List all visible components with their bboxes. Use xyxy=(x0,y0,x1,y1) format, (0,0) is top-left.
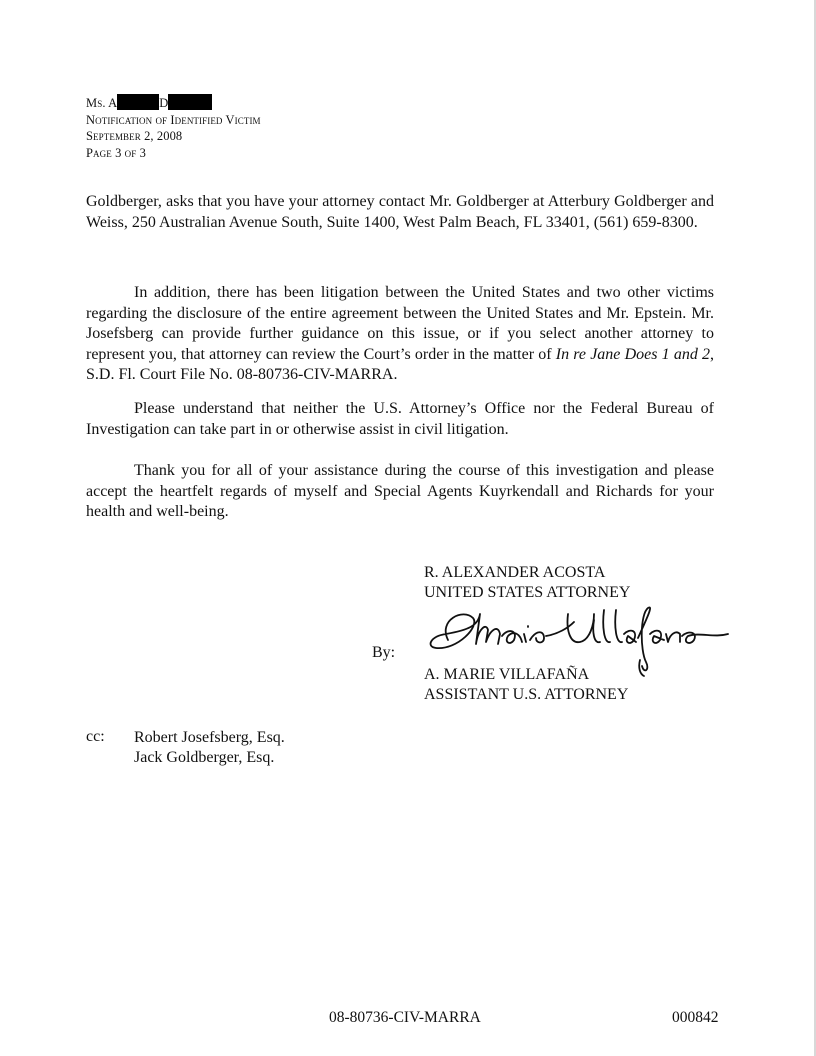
paragraph-1: Goldberger, asks that you have your attorney contact Mr. Goldberger at Atterbury Goldberger and Weiss, 250 Australian Avenue South, Suite 1400, West Palm Beach, FL 33401, (561) 659-8300. xyxy=(86,193,714,231)
date-line: September 2, 2008 xyxy=(86,129,183,143)
case-title: In re Jane Does 1 and 2 xyxy=(555,345,711,363)
paragraph-2: In addition, there has been litigation between the United States and two other victims regarding the disclosure of the entire agreement between the United States and Mr. Epstein. Mr. Josefsberg can provide further guidance on this issue, or if you select another attorney to represent you, that attorney can review the Court’s order in the matter of In re Jane Does 1 and 2, S.D. Fl. Court File No. 08-80736-CIV-MARRA. xyxy=(86,284,715,383)
page-number-line: Page 3 of 3 xyxy=(86,145,146,160)
letter-header xyxy=(86,94,261,161)
signer-title: ASSISTANT U.S. ATTORNEY xyxy=(424,686,629,703)
paragraph-3: Please understand that neither the U.S. Attorney’s Office nor the Federal Bureau of Investigation can take part in or otherwise assist in civil litigation. xyxy=(86,400,714,438)
by-label: By: xyxy=(372,644,396,661)
redaction-bar xyxy=(168,94,212,110)
footer-bates-number: 000842 xyxy=(672,1009,719,1026)
cc-label: cc: xyxy=(86,728,105,745)
cc-recipient: Jack Goldberger, Esq. xyxy=(134,749,275,766)
cc-recipient: Robert Josefsberg, Esq. xyxy=(134,729,285,746)
paragraph-4: Thank you for all of your assistance during the course of this investigation and please accept the heartfelt regards of myself and Special Agents Kuyrkendall and Richards for your health and well-being. xyxy=(86,462,714,520)
signer-name: A. MARIE VILLAFAÑA xyxy=(424,666,590,683)
cc-list xyxy=(134,728,285,768)
footer-case-number: 08-80736-CIV-MARRA xyxy=(329,1009,481,1026)
recipient-line: Ms. A D xyxy=(86,94,261,112)
signatory-name: R. ALEXANDER ACOSTA xyxy=(424,564,606,581)
redaction-bar xyxy=(117,94,159,110)
subject-line: Notification of Identified Victim xyxy=(86,112,261,127)
signatory-title: UNITED STATES ATTORNEY xyxy=(424,584,631,601)
